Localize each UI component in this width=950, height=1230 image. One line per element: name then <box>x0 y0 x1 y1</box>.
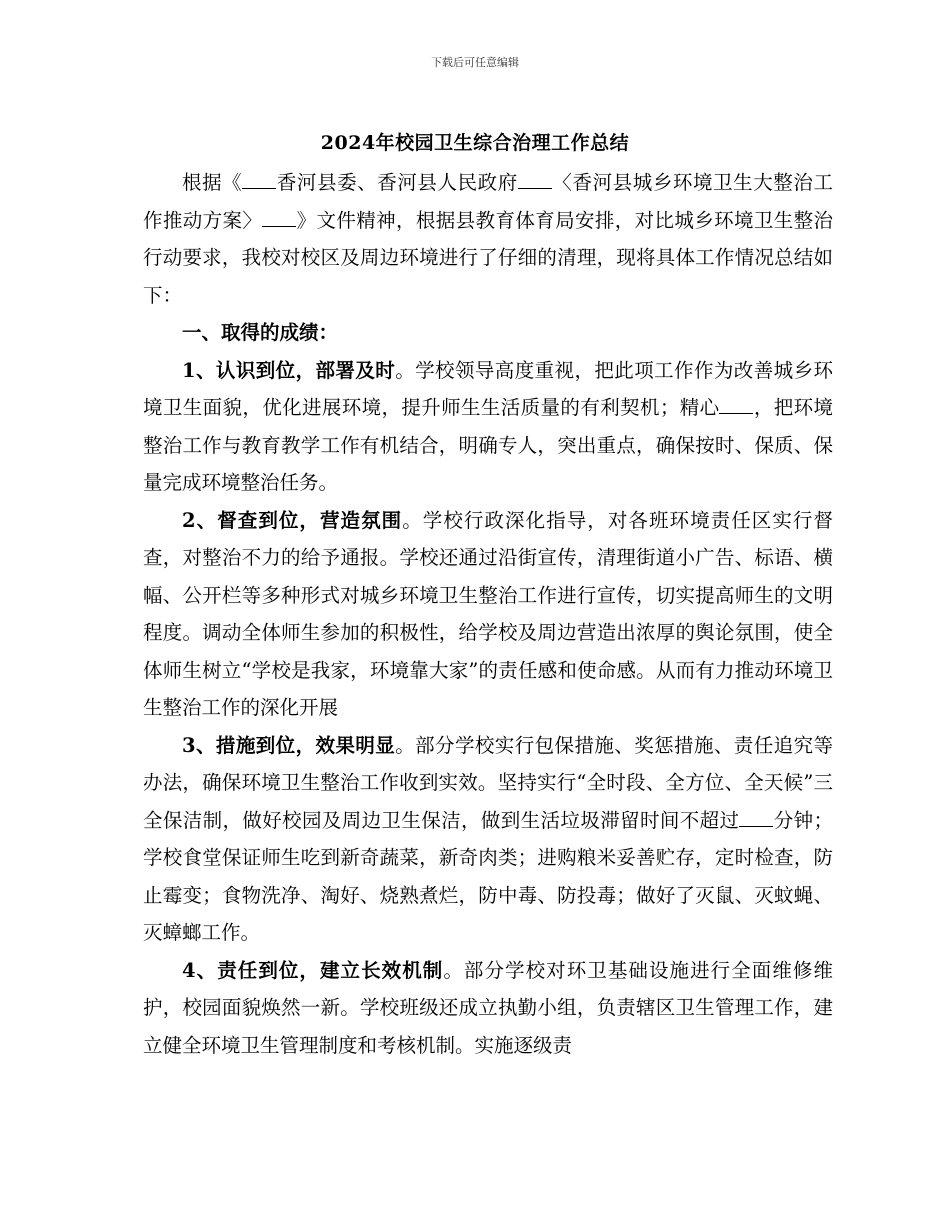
item1-heading: 1、认识到位，部署及时 <box>182 358 396 382</box>
item1-text-1: 。学校领导高度重视，把此项工作作为改善城乡环境卫生面貌，优化进展环境，提升师生生活质量的有利契机；精心 <box>143 358 833 419</box>
item3-paragraph <box>143 727 833 952</box>
blank-line <box>518 170 552 189</box>
item4-heading: 4、责任到位，建立长效机制 <box>182 958 444 982</box>
item2-text: 。学校行政深化指导，对各班环境责任区实行督查，对整治不力的给予通报。学校还通过沿街宣传，清理街道小广告、标语、横幅、公开栏等多种形式对城乡环境卫生整治工作进行宣传，切实提高师生的文明程度。调动全体师生参加的积极性，给学校及周边营造出浓厚的舆论氛围，使全体师生树立“学校是我家，环境靠大家”的责任感和使命感。从而有力推动环境卫生整治工作的深化开展 <box>143 508 833 719</box>
blank-line <box>262 208 296 227</box>
header-note: 下载后可任意编辑 <box>431 56 519 69</box>
item3-text-1: 。部分学校实行包保措施、奖惩措施、责任追究等办法，确保环境卫生整治工作收到实效。坚持实行“全时段、全方位、全天候”三全保洁制，做好校园及周边卫生保洁，做到生活垃圾滞留时间不超过 <box>143 733 833 832</box>
item2-heading: 2、督查到位，营造氛围 <box>182 508 403 532</box>
section-heading <box>143 314 833 352</box>
item2-paragraph <box>143 502 833 727</box>
intro-text-3: 〈香河县城乡环境卫生大整治工作推动方案〉 <box>143 171 833 232</box>
item3-text-2: 分钟；学校食堂保证师生吃到新奇蔬菜，新奇肉类；进购粮米妥善贮存，定时检查，防止霉变；食物洗净、淘好、烧熟煮烂，防中毒、防投毒；做好了灭鼠、灭蚊蝇、灭蟑螂工作。 <box>143 808 833 944</box>
section1-heading: 一、取得的成绩： <box>182 321 339 344</box>
item1-paragraph <box>143 352 833 502</box>
intro-text-2: 香河县委、香河县人民政府 <box>276 171 518 194</box>
intro-paragraph <box>143 164 833 314</box>
blank-line <box>719 395 753 414</box>
blank-line <box>242 170 276 189</box>
item4-paragraph <box>143 952 833 1065</box>
item3-heading: 3、措施到位，效果明显 <box>182 733 396 757</box>
intro-text-1: 根据《 <box>182 171 243 194</box>
blank-line <box>739 808 773 827</box>
item1-text-2: ，把环境整治工作与教育教学工作有机结合，明确专人，突出重点，确保按时、保质、保量完成环境整治任务。 <box>143 396 833 494</box>
document-body <box>143 164 833 1064</box>
item4-text: 。部分学校对环卫基础设施进行全面维修维护，校园面貌焕然一新。学校班级还成立执勤小组，负责辖区卫生管理工作，建立健全环境卫生管理制度和考核机制。实施逐级责 <box>143 958 833 1057</box>
intro-text-4: 》文件精神，根据县教育体育局安排，对比城乡环境卫生整治行动要求，我校对校区及周边环境进行了仔细的清理，现将具体工作情况总结如下： <box>143 208 833 307</box>
document-title: 2024年校园卫生综合治理工作总结 <box>320 132 630 154</box>
